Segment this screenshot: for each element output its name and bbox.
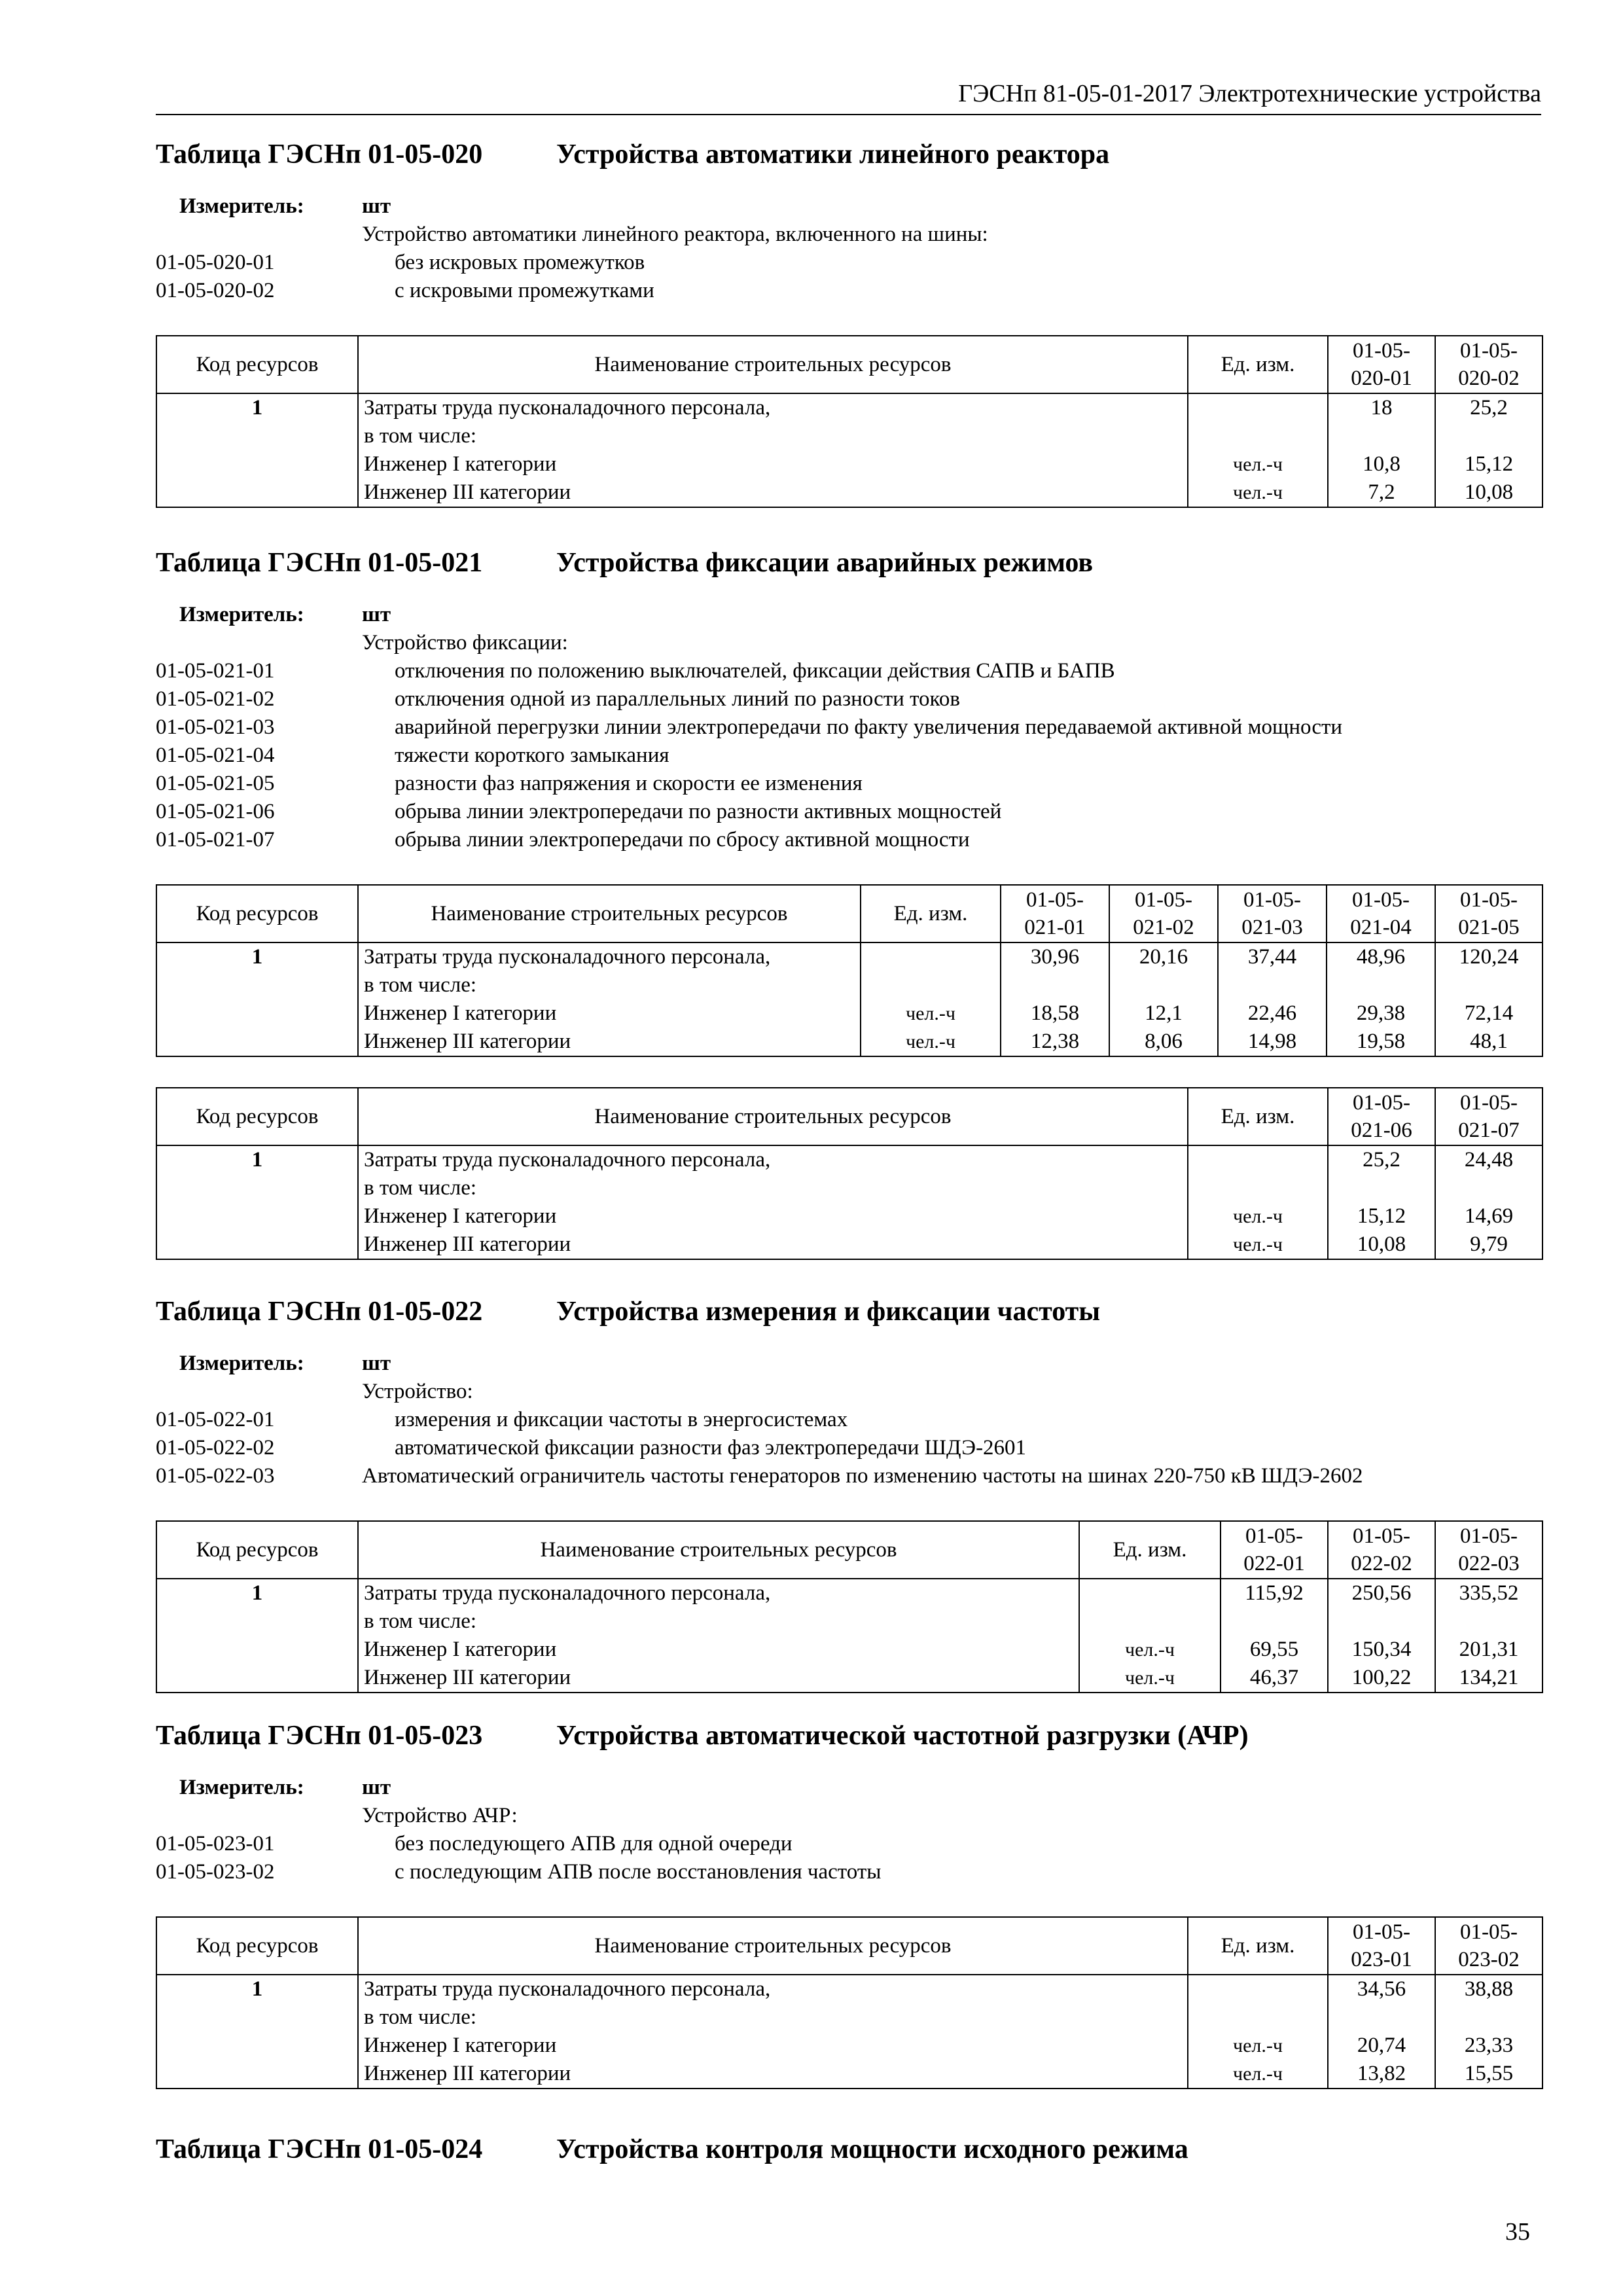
col-header-unit: Ед. изм. — [1188, 336, 1328, 393]
meter-row — [156, 192, 1542, 221]
table-name: Устройства фиксации аварийных режимов — [556, 548, 1094, 578]
col-header-code: Код ресурсов — [156, 885, 358, 942]
item-row — [156, 770, 1542, 798]
norm-values: 37,44 22,46 14,98 — [1218, 942, 1327, 1056]
meter-block — [156, 601, 1542, 854]
norm-values: 115,92 69,55 46,37 — [1221, 1579, 1328, 1693]
col-header-unit: Ед. изм. — [861, 885, 1001, 942]
norm-values: 250,56 150,34 100,22 — [1328, 1579, 1435, 1693]
group-caption: Устройство фиксации: — [362, 631, 568, 655]
col-header-name: Наименование строительных ресурсов — [358, 885, 861, 942]
meter-block — [156, 192, 1542, 305]
meter-unit: шт — [362, 1352, 391, 1375]
group-caption: Устройство АЧР: — [362, 1804, 518, 1827]
col-header-norm: 01-05- 022-02 — [1328, 1521, 1435, 1579]
table-name: Устройства контроля мощности исходного режима — [556, 2134, 1188, 2164]
col-header-code: Код ресурсов — [156, 1521, 358, 1579]
item-text: разности фаз напряжения и скорости ее изменения — [395, 772, 863, 795]
col-header-norm: 01-05- 021-01 — [1001, 885, 1109, 942]
item-text: автоматической фиксации разности фаз электропередачи ШДЭ-2601 — [395, 1436, 1027, 1460]
col-header-norm: 01-05- 021-04 — [1327, 885, 1435, 942]
table-name: Устройства автоматической частотной разгрузки (АЧР) — [556, 1721, 1249, 1751]
norm-values: 34,56 20,74 13,82 — [1328, 1975, 1435, 2089]
col-header-norm: 01-05- 023-02 — [1435, 1917, 1543, 1975]
table-name: Устройства измерения и фиксации частоты — [556, 1297, 1101, 1327]
item-code: 01-05-021-03 — [156, 715, 275, 739]
norm-values: 18 10,8 7,2 — [1328, 393, 1435, 507]
col-header-norm: 01-05- 021-02 — [1109, 885, 1218, 942]
resource-code: 1 — [156, 942, 358, 1056]
item-code: 01-05-023-02 — [156, 1860, 275, 1884]
resource-units: чел.-ч чел.-ч — [1079, 1579, 1221, 1693]
item-text: отключения одной из параллельных линий по разности токов — [395, 687, 960, 711]
resource-code: 1 — [156, 393, 358, 507]
section-title — [156, 545, 1542, 581]
norm-values: 335,52 201,31 134,21 — [1435, 1579, 1543, 1693]
item-text: с последующим АПВ после восстановления частоты — [395, 1860, 882, 1884]
item-text: без искровых промежутков — [395, 251, 645, 274]
table-header-row — [156, 885, 1543, 942]
item-row — [156, 277, 1542, 305]
col-header-norm: 01-05- 020-02 — [1435, 336, 1543, 393]
resource-table — [156, 1916, 1543, 2089]
table-header-row — [156, 336, 1543, 393]
item-row — [156, 826, 1542, 854]
col-header-name: Наименование строительных ресурсов — [358, 1917, 1188, 1975]
item-text: измерения и фиксации частоты в энергосистемах — [395, 1408, 848, 1431]
item-code: 01-05-023-01 — [156, 1832, 275, 1856]
resource-names: Затраты труда пусконаладочного персонала, в том числе: Инженер I категории Инженер III категории — [358, 942, 861, 1056]
section-title — [156, 1717, 1542, 1754]
meter-unit: шт — [362, 194, 391, 218]
resource-units: чел.-ч чел.-ч — [1188, 1975, 1328, 2089]
item-row — [156, 249, 1542, 277]
item-code: 01-05-021-05 — [156, 772, 275, 795]
item-row — [156, 1830, 1542, 1858]
norm-values: 25,2 15,12 10,08 — [1328, 1145, 1435, 1259]
section-020 — [156, 136, 1542, 508]
col-header-norm: 01-05- 023-01 — [1328, 1917, 1435, 1975]
item-text: без последующего АПВ для одной очереди — [395, 1832, 793, 1856]
col-header-norm: 01-05- 021-07 — [1435, 1088, 1543, 1145]
item-code: 01-05-021-04 — [156, 744, 275, 767]
table-row — [156, 1975, 1543, 2089]
norm-values: 25,2 15,12 10,08 — [1435, 393, 1543, 507]
col-header-norm: 01-05- 021-03 — [1218, 885, 1327, 942]
resource-units: чел.-ч чел.-ч — [1188, 393, 1328, 507]
item-text: отключения по положению выключателей, фиксации действия САПВ и БАПВ — [395, 659, 1115, 683]
col-header-unit: Ед. изм. — [1188, 1088, 1328, 1145]
resource-table — [156, 335, 1543, 508]
item-row — [156, 657, 1542, 685]
table-code: Таблица ГЭСНп 01-05-021 — [156, 548, 483, 578]
item-code: 01-05-022-01 — [156, 1408, 275, 1431]
table-code: Таблица ГЭСНп 01-05-020 — [156, 139, 483, 170]
resource-table — [156, 1520, 1543, 1693]
section-021 — [156, 545, 1542, 1260]
col-header-unit: Ед. изм. — [1079, 1521, 1221, 1579]
resource-units: чел.-ч чел.-ч — [1188, 1145, 1328, 1259]
page-number: 35 — [1505, 2218, 1530, 2246]
item-text: аварийной перегрузки линии электропередачи по факту увеличения передаваемой активной мощности — [395, 715, 1343, 739]
item-text: обрыва линии электропередачи по разности активных мощностей — [395, 800, 1002, 823]
table-row — [156, 1145, 1543, 1259]
item-code: 01-05-020-01 — [156, 251, 275, 274]
meter-label: Измеритель: — [179, 603, 304, 626]
resource-units: чел.-ч чел.-ч — [861, 942, 1001, 1056]
item-row — [156, 1858, 1542, 1886]
col-header-code: Код ресурсов — [156, 336, 358, 393]
col-header-code: Код ресурсов — [156, 1088, 358, 1145]
item-row — [156, 1462, 1542, 1490]
meter-row — [156, 221, 1542, 249]
item-code: 01-05-021-07 — [156, 828, 275, 852]
col-header-norm: 01-05- 022-01 — [1221, 1521, 1328, 1579]
col-header-unit: Ед. изм. — [1188, 1917, 1328, 1975]
item-text: Автоматический ограничитель частоты генераторов по изменению частоты на шинах 220-750 кВ ШДЭ-2602 — [362, 1464, 1363, 1488]
item-code: 01-05-020-02 — [156, 279, 275, 302]
col-header-code: Код ресурсов — [156, 1917, 358, 1975]
section-024 — [156, 2131, 1542, 2168]
resource-table — [156, 1087, 1543, 1260]
col-header-norm: 01-05- 020-01 — [1328, 336, 1435, 393]
resource-code: 1 — [156, 1579, 358, 1693]
norm-values: 38,88 23,33 15,55 — [1435, 1975, 1543, 2089]
section-title — [156, 136, 1542, 173]
col-header-name: Наименование строительных ресурсов — [358, 1521, 1079, 1579]
norm-values: 24,48 14,69 9,79 — [1435, 1145, 1543, 1259]
section-title — [156, 2131, 1542, 2168]
meter-unit: шт — [362, 1776, 391, 1799]
item-row — [156, 742, 1542, 770]
norm-values: 20,16 12,1 8,06 — [1109, 942, 1218, 1056]
table-header-row — [156, 1521, 1543, 1579]
table-code: Таблица ГЭСНп 01-05-022 — [156, 1297, 483, 1327]
section-022 — [156, 1293, 1542, 1693]
group-caption: Устройство: — [362, 1380, 473, 1403]
resource-code: 1 — [156, 1975, 358, 2089]
table-code: Таблица ГЭСНп 01-05-023 — [156, 1721, 483, 1751]
item-code: 01-05-022-03 — [156, 1464, 275, 1488]
item-code: 01-05-021-06 — [156, 800, 275, 823]
section-title — [156, 1293, 1542, 1330]
item-text: с искровыми промежутками — [395, 279, 654, 302]
norm-values: 120,24 72,14 48,1 — [1435, 942, 1543, 1056]
item-row — [156, 1406, 1542, 1434]
item-code: 01-05-021-02 — [156, 687, 275, 711]
meter-block — [156, 1350, 1542, 1490]
table-code: Таблица ГЭСНп 01-05-024 — [156, 2134, 483, 2164]
col-header-name: Наименование строительных ресурсов — [358, 1088, 1188, 1145]
item-code: 01-05-022-02 — [156, 1436, 275, 1460]
table-row — [156, 942, 1543, 1056]
item-row — [156, 713, 1542, 742]
resource-table — [156, 884, 1543, 1057]
meter-label: Измеритель: — [179, 194, 304, 218]
item-row — [156, 1434, 1542, 1462]
resource-code: 1 — [156, 1145, 358, 1259]
col-header-norm: 01-05- 021-06 — [1328, 1088, 1435, 1145]
resource-names: Затраты труда пусконаладочного персонала, в том числе: Инженер I категории Инженер III категории — [358, 393, 1188, 507]
item-row — [156, 685, 1542, 713]
item-row — [156, 798, 1542, 826]
meter-label: Измеритель: — [179, 1352, 304, 1375]
col-header-norm: 01-05- 022-03 — [1435, 1521, 1543, 1579]
col-header-norm: 01-05- 021-05 — [1435, 885, 1543, 942]
table-name: Устройства автоматики линейного реактора — [556, 139, 1110, 170]
meter-unit: шт — [362, 603, 391, 626]
meter-block — [156, 1774, 1542, 1886]
resource-names: Затраты труда пусконаладочного персонала, в том числе: Инженер I категории Инженер III категории — [358, 1145, 1188, 1259]
table-header-row — [156, 1917, 1543, 1975]
running-header: ГЭСНп 81-05-01-2017 Электротехнические устройства — [156, 77, 1541, 115]
table-row — [156, 1579, 1543, 1693]
item-text: обрыва линии электропередачи по сбросу активной мощности — [395, 828, 970, 852]
item-text: тяжести короткого замыкания — [395, 744, 669, 767]
resource-names: Затраты труда пусконаладочного персонала, в том числе: Инженер I категории Инженер III категории — [358, 1975, 1188, 2089]
group-caption: Устройство автоматики линейного реактора, включенного на шины: — [362, 223, 988, 246]
section-023 — [156, 1717, 1542, 2089]
meter-label: Измеритель: — [179, 1776, 304, 1799]
table-header-row — [156, 1088, 1543, 1145]
table-row — [156, 393, 1543, 507]
item-code: 01-05-021-01 — [156, 659, 275, 683]
resource-names: Затраты труда пусконаладочного персонала, в том числе: Инженер I категории Инженер III категории — [358, 1579, 1079, 1693]
norm-values: 30,96 18,58 12,38 — [1001, 942, 1109, 1056]
norm-values: 48,96 29,38 19,58 — [1327, 942, 1435, 1056]
col-header-name: Наименование строительных ресурсов — [358, 336, 1188, 393]
